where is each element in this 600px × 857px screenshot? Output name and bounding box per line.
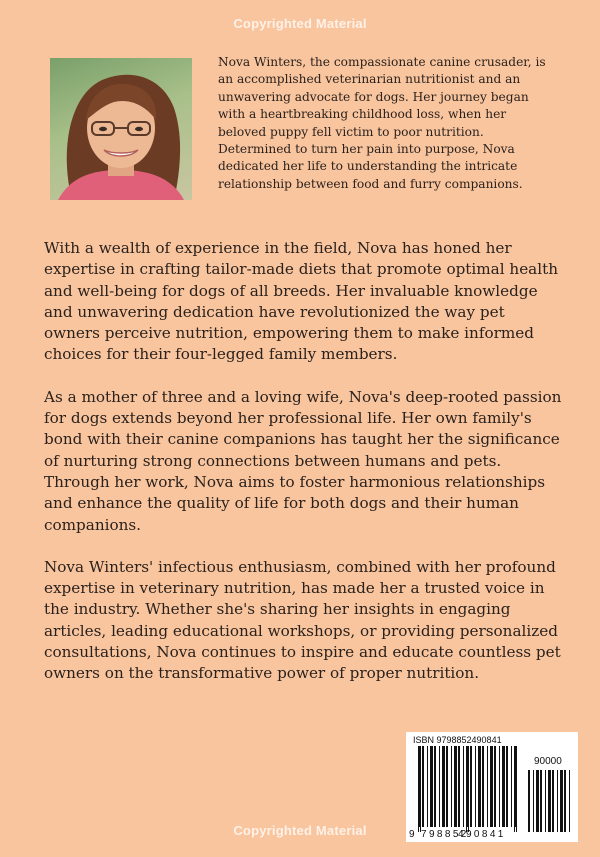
paragraph-3: Nova Winters' infectious enthusiasm, combined with her profound expertise in veterinary nutrition, has made her a trusted voice in the industry. Whether she's sharing her insights in engaging articles, leading educational workshops, or providing personalized consultations, Nova continues to inspire and educate countless pet owners on the transformative power of proper nutrition. [44,557,561,683]
author-bio [218,54,558,193]
barcode-right-digits: 490841 [458,829,506,840]
body-text [44,238,564,706]
barcode-left-digits: 798852 [421,829,469,840]
author-portrait-icon [50,58,192,200]
bio-text: Nova Winters, the compassionate canine crusader, is an accomplished veterinarian nutritionist and an unwavering advocate for dogs. Her journey began with a heartbreaking childhood loss, when her beloved puppy fell victim to poor nutrition. Determined to turn her pain into purpose, Nova dedicated her life to understanding the intricate relationship between food and furry companions. [218,55,546,191]
watermark-top: Copyrighted Material [233,16,367,31]
author-photo [50,58,192,200]
paragraph-2: As a mother of three and a loving wife, Nova's deep-rooted passion for dogs extends beyond her professional life. Her own family's bond with their canine companions has taught her the significance of nurturing strong connections between humans and pets. Through her work, Nova aims to foster harmonious relationships and enhance the quality of life for both dogs and their human companions. [44,387,562,534]
isbn-label: ISBN 9798852490841 [413,735,502,745]
barcode-first-digit: 9 [409,829,415,840]
paragraph-1: With a wealth of experience in the field, Nova has honed her expertise in crafting tailor-made diets that promote optimal health and well-being for dogs of all breeds. Her invaluable knowledge and unwavering dedication have revolutionized the way pet owners perceive nutrition, empowering them to make informed choices for their four-legged family members. [44,239,558,364]
watermark-bottom: Copyrighted Material [233,823,367,838]
price-code: 90000 [534,756,562,767]
